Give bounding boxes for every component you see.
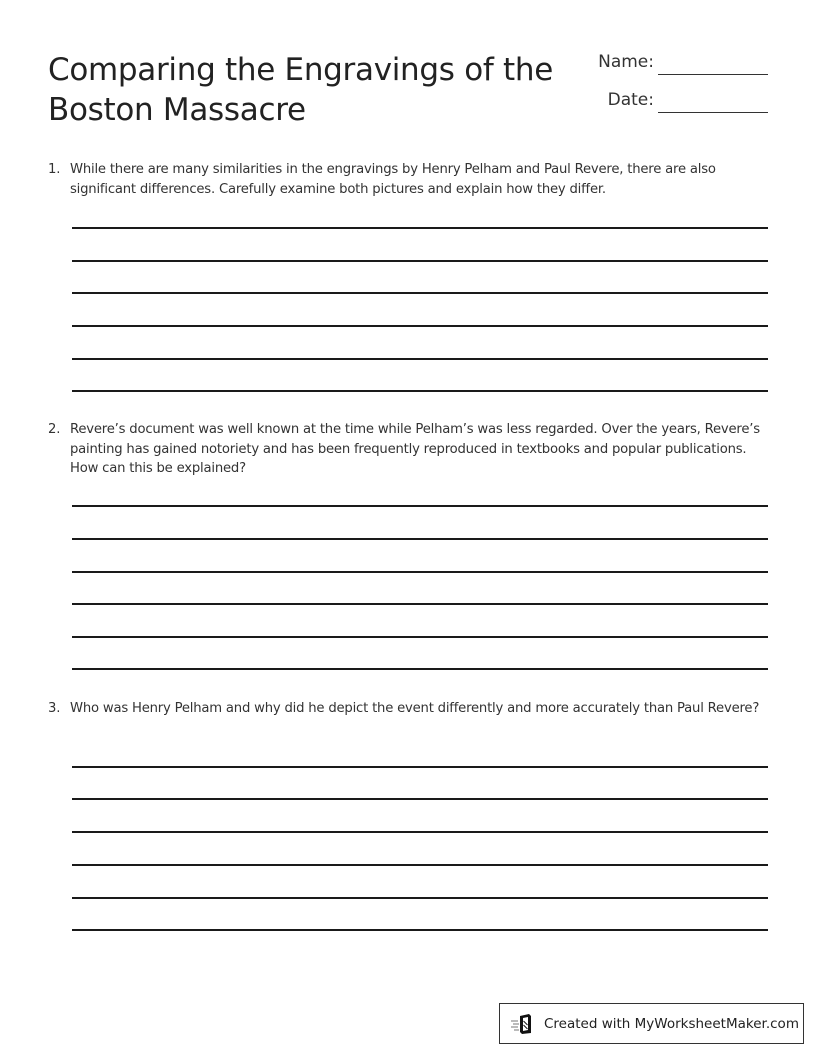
question-text: Revere’s document was well known at the time while Pelham’s was less regarded. Over the years, Revere’s painting has gained notoriety and has been frequently reproduced in textbooks and popular publications. How can this be explained? — [70, 422, 760, 476]
answer-line[interactable] — [72, 766, 768, 768]
name-label: Name: — [598, 52, 654, 72]
answer-line[interactable] — [72, 538, 768, 540]
answer-line[interactable] — [72, 390, 768, 392]
footer-credit-text: Created with MyWorksheetMaker.com — [544, 1015, 799, 1032]
answer-line[interactable] — [72, 897, 768, 899]
answer-line[interactable] — [72, 292, 768, 294]
answer-line[interactable] — [72, 668, 768, 670]
answer-line[interactable] — [72, 798, 768, 800]
answer-line[interactable] — [72, 358, 768, 360]
answer-line[interactable] — [72, 505, 768, 507]
date-label: Date: — [607, 90, 654, 110]
date-blank-line[interactable] — [658, 112, 768, 113]
answer-line[interactable] — [72, 929, 768, 931]
worksheet-title: Comparing the Engravings of the Boston Massacre — [48, 52, 554, 128]
answer-line[interactable] — [72, 571, 768, 573]
question-text: Who was Henry Pelham and why did he depict the event differently and more accurately than Paul Revere? — [70, 701, 760, 716]
question-2 — [48, 420, 768, 479]
answer-line[interactable] — [72, 636, 768, 638]
footer-badge[interactable] — [499, 1003, 804, 1044]
question-number: 2. — [48, 422, 61, 437]
worksheet-maker-logo-icon — [510, 1013, 538, 1035]
question-1 — [48, 160, 768, 199]
answer-line[interactable] — [72, 325, 768, 327]
answer-line[interactable] — [72, 227, 768, 229]
name-field — [570, 52, 770, 76]
question-number: 1. — [48, 162, 61, 177]
question-3 — [48, 699, 768, 719]
question-text: While there are many similarities in the engravings by Henry Pelham and Paul Revere, there are also significant differences. Carefully examine both pictures and explain how they differ. — [70, 162, 716, 197]
answer-line[interactable] — [72, 260, 768, 262]
question-number: 3. — [48, 701, 61, 716]
date-field — [570, 90, 770, 114]
answer-line[interactable] — [72, 864, 768, 866]
name-blank-line[interactable] — [658, 74, 768, 75]
answer-line[interactable] — [72, 603, 768, 605]
answer-line[interactable] — [72, 831, 768, 833]
